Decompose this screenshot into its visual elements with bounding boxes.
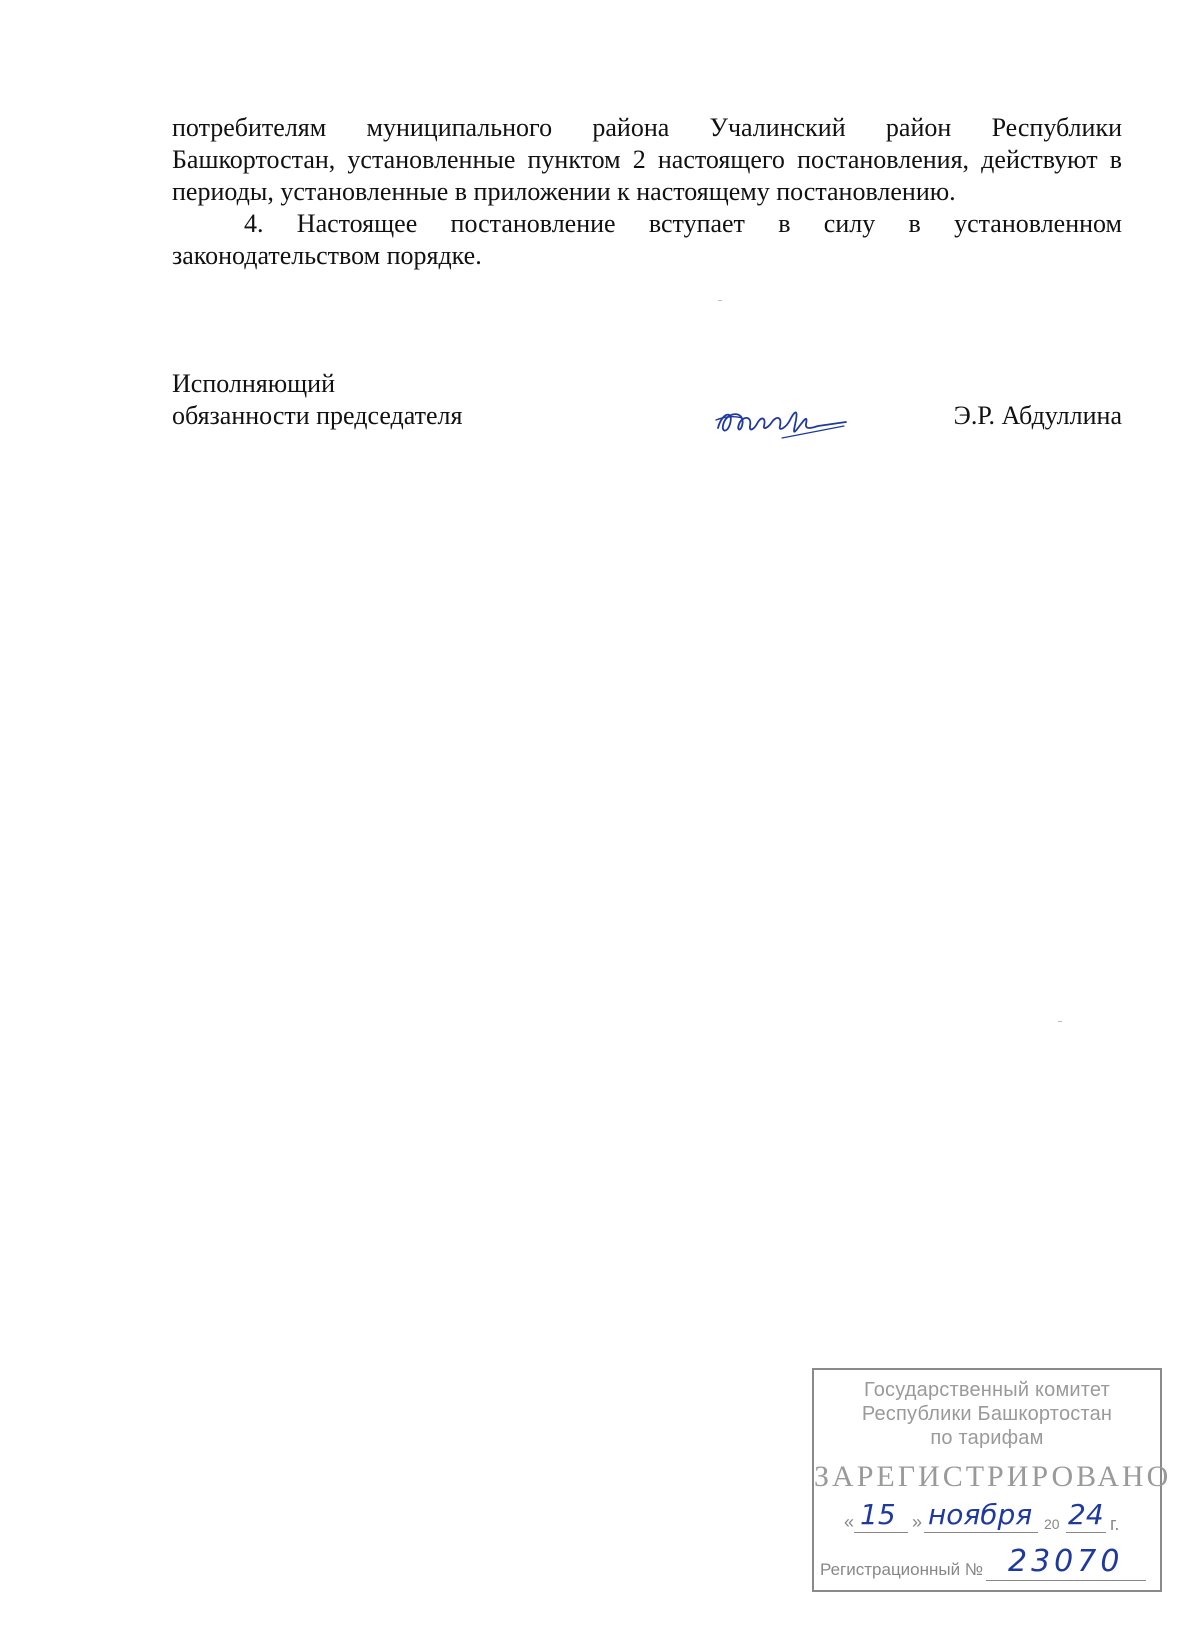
scan-speck [1058,1021,1062,1022]
quote-open: « [844,1512,855,1532]
signer-title-line-1: Исполняющий [172,369,336,398]
paragraph-item-4: 4. Настоящее постановление вступает в силу в установленном законодательством порядке. [172,209,1122,270]
handwritten-registration-number: 23070 [1008,1544,1124,1579]
year-unit: г. [1110,1514,1120,1534]
document-body [172,112,1122,272]
stamp-registered-label: ЗАРЕГИСТРИРОВАНО [814,1460,1172,1493]
handwritten-signature [712,398,852,444]
quote-close: » [912,1512,923,1532]
registration-label: Регистрационный № [820,1560,984,1579]
handwritten-day: 15 [860,1498,896,1531]
day-line [854,1532,908,1533]
stamp-registration-row [820,1544,1150,1584]
stamp-date-row [844,1498,1134,1538]
stamp-org-line-3: по тарифам [930,1427,1044,1449]
paragraph-continuation: потребителям муниципального района Учалинский район Республики Башкортостан, установленные пунктом 2 настоящего постановления, действуют в периоды, установленные в приложении к настоящему постановлению. [172,113,1122,206]
handwritten-year: 24 [1068,1498,1104,1531]
registration-stamp [812,1368,1172,1592]
handwritten-month: ноября [928,1498,1033,1531]
stamp-organization [814,1378,1160,1450]
year-prefix: 20 [1044,1516,1060,1532]
signer-title-line-2: обязанности председателя [172,401,463,430]
stamp-org-line-2: Республики Башкортостан [861,1403,1113,1425]
month-line [924,1532,1038,1533]
signature-block [172,368,1122,448]
year-line [1066,1532,1106,1533]
signer-name: Э.Р. Абдуллина [953,401,1122,430]
scan-speck [718,300,722,301]
registration-line [986,1580,1146,1581]
stamp-org-line-1: Государственный комитет [864,1379,1110,1401]
